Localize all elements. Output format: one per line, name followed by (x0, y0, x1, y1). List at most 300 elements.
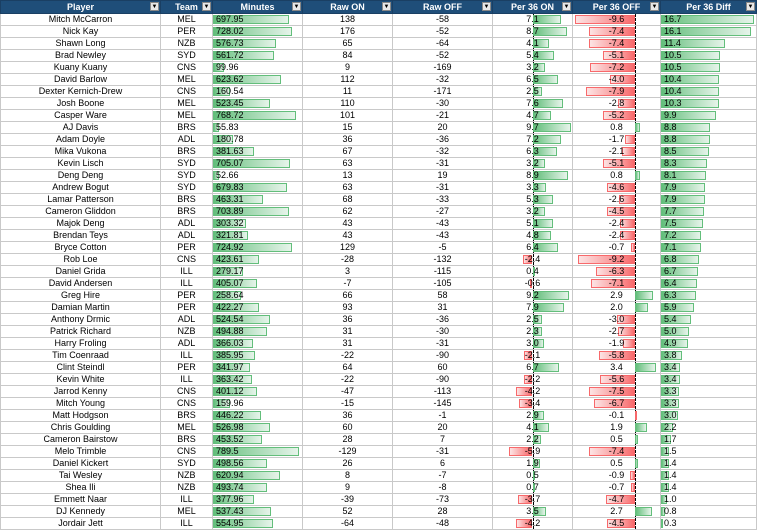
cell-minutes[interactable] (213, 482, 303, 494)
cell-per36-off[interactable] (573, 206, 661, 218)
cell-per36-off[interactable] (573, 422, 661, 434)
cell-per36-on[interactable] (493, 518, 573, 530)
cell-raw-off[interactable] (393, 134, 493, 146)
cell-raw-on[interactable] (303, 410, 393, 422)
cell-per36-diff[interactable] (661, 74, 757, 86)
cell-per36-diff[interactable] (661, 410, 757, 422)
cell-raw-on[interactable] (303, 266, 393, 278)
cell-player[interactable] (1, 182, 161, 194)
cell-raw-on[interactable] (303, 194, 393, 206)
cell-per36-off[interactable] (573, 242, 661, 254)
cell-raw-on[interactable] (303, 434, 393, 446)
cell-team[interactable] (161, 122, 213, 134)
cell-player[interactable] (1, 110, 161, 122)
cell-player[interactable] (1, 62, 161, 74)
cell-per36-diff[interactable] (661, 50, 757, 62)
table-row[interactable] (1, 194, 757, 206)
table-row[interactable] (1, 458, 757, 470)
cell-raw-on[interactable] (303, 62, 393, 74)
cell-team[interactable] (161, 350, 213, 362)
cell-team[interactable] (161, 266, 213, 278)
cell-raw-off[interactable] (393, 302, 493, 314)
cell-per36-on[interactable] (493, 62, 573, 74)
table-row[interactable] (1, 254, 757, 266)
filter-dropdown-icon[interactable]: ▼ (293, 4, 300, 10)
cell-per36-on[interactable] (493, 350, 573, 362)
cell-minutes[interactable] (213, 350, 303, 362)
cell-raw-on[interactable] (303, 398, 393, 410)
cell-per36-off[interactable] (573, 446, 661, 458)
cell-raw-off[interactable] (393, 350, 493, 362)
cell-raw-off[interactable] (393, 158, 493, 170)
cell-team[interactable] (161, 518, 213, 530)
cell-team[interactable] (161, 386, 213, 398)
cell-raw-off[interactable] (393, 170, 493, 182)
cell-team[interactable] (161, 110, 213, 122)
cell-player[interactable] (1, 170, 161, 182)
table-row[interactable] (1, 314, 757, 326)
cell-team[interactable] (161, 206, 213, 218)
cell-per36-on[interactable] (493, 278, 573, 290)
cell-player[interactable] (1, 134, 161, 146)
cell-player[interactable] (1, 482, 161, 494)
cell-per36-diff[interactable] (661, 518, 757, 530)
cell-per36-on[interactable] (493, 38, 573, 50)
cell-per36-diff[interactable] (661, 230, 757, 242)
cell-per36-diff[interactable] (661, 146, 757, 158)
cell-per36-off[interactable] (573, 302, 661, 314)
cell-minutes[interactable] (213, 38, 303, 50)
cell-per36-diff[interactable] (661, 254, 757, 266)
cell-per36-on[interactable] (493, 494, 573, 506)
cell-per36-diff[interactable] (661, 278, 757, 290)
cell-raw-on[interactable] (303, 422, 393, 434)
cell-raw-on[interactable] (303, 338, 393, 350)
cell-team[interactable] (161, 398, 213, 410)
cell-team[interactable] (161, 362, 213, 374)
table-row[interactable] (1, 62, 757, 74)
cell-raw-off[interactable] (393, 410, 493, 422)
filter-dropdown-icon[interactable]: ▼ (563, 4, 570, 10)
table-row[interactable] (1, 266, 757, 278)
cell-per36-diff[interactable] (661, 194, 757, 206)
cell-minutes[interactable] (213, 134, 303, 146)
cell-minutes[interactable] (213, 254, 303, 266)
cell-team[interactable] (161, 194, 213, 206)
table-row[interactable] (1, 182, 757, 194)
cell-team[interactable] (161, 26, 213, 38)
cell-per36-on[interactable] (493, 26, 573, 38)
cell-per36-off[interactable] (573, 518, 661, 530)
cell-raw-on[interactable] (303, 350, 393, 362)
cell-team[interactable] (161, 38, 213, 50)
cell-per36-diff[interactable] (661, 362, 757, 374)
table-row[interactable] (1, 14, 757, 26)
table-row[interactable] (1, 38, 757, 50)
cell-per36-diff[interactable] (661, 110, 757, 122)
cell-player[interactable] (1, 434, 161, 446)
cell-minutes[interactable] (213, 74, 303, 86)
cell-per36-on[interactable] (493, 242, 573, 254)
cell-player[interactable] (1, 230, 161, 242)
cell-raw-off[interactable] (393, 374, 493, 386)
filter-dropdown-icon[interactable]: ▼ (383, 4, 390, 10)
cell-per36-on[interactable] (493, 266, 573, 278)
cell-player[interactable] (1, 374, 161, 386)
cell-raw-on[interactable] (303, 182, 393, 194)
cell-minutes[interactable] (213, 290, 303, 302)
cell-team[interactable] (161, 494, 213, 506)
cell-per36-on[interactable] (493, 326, 573, 338)
cell-team[interactable] (161, 146, 213, 158)
cell-raw-on[interactable] (303, 134, 393, 146)
cell-team[interactable] (161, 290, 213, 302)
cell-raw-off[interactable] (393, 38, 493, 50)
cell-player[interactable] (1, 50, 161, 62)
table-row[interactable] (1, 362, 757, 374)
table-row[interactable] (1, 86, 757, 98)
cell-per36-on[interactable] (493, 290, 573, 302)
cell-raw-on[interactable] (303, 110, 393, 122)
cell-per36-diff[interactable] (661, 350, 757, 362)
table-row[interactable] (1, 206, 757, 218)
cell-per36-on[interactable] (493, 362, 573, 374)
cell-raw-off[interactable] (393, 194, 493, 206)
cell-per36-off[interactable] (573, 230, 661, 242)
cell-team[interactable] (161, 74, 213, 86)
cell-player[interactable] (1, 122, 161, 134)
cell-minutes[interactable] (213, 518, 303, 530)
cell-team[interactable] (161, 170, 213, 182)
cell-per36-off[interactable] (573, 26, 661, 38)
cell-minutes[interactable] (213, 98, 303, 110)
cell-team[interactable] (161, 374, 213, 386)
cell-raw-off[interactable] (393, 326, 493, 338)
cell-per36-on[interactable] (493, 314, 573, 326)
cell-player[interactable] (1, 98, 161, 110)
table-row[interactable] (1, 278, 757, 290)
cell-team[interactable] (161, 458, 213, 470)
cell-per36-off[interactable] (573, 362, 661, 374)
cell-raw-on[interactable] (303, 158, 393, 170)
cell-minutes[interactable] (213, 194, 303, 206)
cell-team[interactable] (161, 410, 213, 422)
cell-per36-diff[interactable] (661, 218, 757, 230)
cell-per36-on[interactable] (493, 122, 573, 134)
cell-per36-off[interactable] (573, 506, 661, 518)
cell-team[interactable] (161, 230, 213, 242)
cell-minutes[interactable] (213, 146, 303, 158)
cell-per36-off[interactable] (573, 386, 661, 398)
cell-raw-on[interactable] (303, 14, 393, 26)
cell-player[interactable] (1, 410, 161, 422)
cell-per36-off[interactable] (573, 74, 661, 86)
filter-dropdown-icon[interactable]: ▼ (203, 4, 210, 10)
cell-raw-off[interactable] (393, 218, 493, 230)
cell-minutes[interactable] (213, 122, 303, 134)
cell-per36-on[interactable] (493, 398, 573, 410)
cell-player[interactable] (1, 350, 161, 362)
cell-per36-on[interactable] (493, 230, 573, 242)
cell-minutes[interactable] (213, 434, 303, 446)
cell-team[interactable] (161, 98, 213, 110)
table-row[interactable] (1, 374, 757, 386)
cell-raw-on[interactable] (303, 146, 393, 158)
cell-per36-on[interactable] (493, 182, 573, 194)
cell-minutes[interactable] (213, 242, 303, 254)
cell-player[interactable] (1, 302, 161, 314)
cell-per36-diff[interactable] (661, 266, 757, 278)
cell-per36-off[interactable] (573, 458, 661, 470)
cell-minutes[interactable] (213, 14, 303, 26)
cell-player[interactable] (1, 338, 161, 350)
cell-team[interactable] (161, 86, 213, 98)
cell-minutes[interactable] (213, 158, 303, 170)
cell-raw-on[interactable] (303, 74, 393, 86)
cell-raw-off[interactable] (393, 110, 493, 122)
cell-per36-diff[interactable] (661, 506, 757, 518)
cell-per36-off[interactable] (573, 182, 661, 194)
cell-per36-off[interactable] (573, 254, 661, 266)
cell-team[interactable] (161, 14, 213, 26)
cell-per36-diff[interactable] (661, 98, 757, 110)
cell-per36-off[interactable] (573, 110, 661, 122)
table-row[interactable] (1, 134, 757, 146)
cell-player[interactable] (1, 470, 161, 482)
cell-per36-diff[interactable] (661, 338, 757, 350)
table-row[interactable] (1, 326, 757, 338)
cell-minutes[interactable] (213, 26, 303, 38)
cell-raw-on[interactable] (303, 206, 393, 218)
cell-per36-diff[interactable] (661, 134, 757, 146)
cell-per36-on[interactable] (493, 422, 573, 434)
cell-per36-on[interactable] (493, 110, 573, 122)
cell-per36-diff[interactable] (661, 470, 757, 482)
cell-per36-on[interactable] (493, 170, 573, 182)
cell-player[interactable] (1, 422, 161, 434)
cell-minutes[interactable] (213, 206, 303, 218)
table-row[interactable] (1, 170, 757, 182)
cell-per36-diff[interactable] (661, 446, 757, 458)
table-row[interactable] (1, 494, 757, 506)
cell-player[interactable] (1, 326, 161, 338)
cell-per36-diff[interactable] (661, 182, 757, 194)
table-row[interactable] (1, 398, 757, 410)
cell-per36-off[interactable] (573, 410, 661, 422)
cell-minutes[interactable] (213, 218, 303, 230)
cell-raw-on[interactable] (303, 314, 393, 326)
cell-raw-on[interactable] (303, 98, 393, 110)
cell-per36-off[interactable] (573, 482, 661, 494)
cell-team[interactable] (161, 506, 213, 518)
table-row[interactable] (1, 158, 757, 170)
cell-player[interactable] (1, 206, 161, 218)
cell-minutes[interactable] (213, 50, 303, 62)
cell-raw-off[interactable] (393, 230, 493, 242)
cell-player[interactable] (1, 494, 161, 506)
cell-team[interactable] (161, 338, 213, 350)
cell-player[interactable] (1, 38, 161, 50)
cell-per36-off[interactable] (573, 194, 661, 206)
cell-raw-on[interactable] (303, 386, 393, 398)
cell-raw-on[interactable] (303, 218, 393, 230)
cell-team[interactable] (161, 242, 213, 254)
cell-per36-off[interactable] (573, 98, 661, 110)
cell-per36-diff[interactable] (661, 374, 757, 386)
cell-team[interactable] (161, 50, 213, 62)
cell-per36-off[interactable] (573, 134, 661, 146)
cell-per36-diff[interactable] (661, 62, 757, 74)
cell-raw-on[interactable] (303, 374, 393, 386)
cell-team[interactable] (161, 182, 213, 194)
table-row[interactable] (1, 230, 757, 242)
cell-team[interactable] (161, 482, 213, 494)
cell-minutes[interactable] (213, 110, 303, 122)
cell-player[interactable] (1, 194, 161, 206)
cell-team[interactable] (161, 434, 213, 446)
cell-per36-off[interactable] (573, 434, 661, 446)
cell-per36-diff[interactable] (661, 242, 757, 254)
cell-per36-off[interactable] (573, 350, 661, 362)
cell-raw-off[interactable] (393, 434, 493, 446)
cell-per36-off[interactable] (573, 314, 661, 326)
cell-per36-off[interactable] (573, 218, 661, 230)
cell-raw-on[interactable] (303, 482, 393, 494)
cell-minutes[interactable] (213, 170, 303, 182)
cell-raw-off[interactable] (393, 482, 493, 494)
cell-per36-diff[interactable] (661, 386, 757, 398)
cell-raw-on[interactable] (303, 290, 393, 302)
cell-team[interactable] (161, 446, 213, 458)
cell-raw-off[interactable] (393, 266, 493, 278)
cell-raw-on[interactable] (303, 362, 393, 374)
cell-raw-off[interactable] (393, 458, 493, 470)
table-row[interactable] (1, 470, 757, 482)
cell-raw-off[interactable] (393, 362, 493, 374)
cell-raw-on[interactable] (303, 122, 393, 134)
cell-per36-off[interactable] (573, 398, 661, 410)
cell-per36-on[interactable] (493, 254, 573, 266)
cell-per36-diff[interactable] (661, 158, 757, 170)
cell-player[interactable] (1, 362, 161, 374)
cell-per36-diff[interactable] (661, 14, 757, 26)
table-row[interactable] (1, 98, 757, 110)
cell-raw-off[interactable] (393, 50, 493, 62)
cell-player[interactable] (1, 314, 161, 326)
cell-raw-on[interactable] (303, 518, 393, 530)
cell-raw-on[interactable] (303, 494, 393, 506)
cell-raw-off[interactable] (393, 518, 493, 530)
table-row[interactable] (1, 338, 757, 350)
cell-minutes[interactable] (213, 398, 303, 410)
cell-raw-on[interactable] (303, 26, 393, 38)
cell-per36-off[interactable] (573, 14, 661, 26)
cell-per36-off[interactable] (573, 62, 661, 74)
cell-raw-off[interactable] (393, 122, 493, 134)
cell-team[interactable] (161, 302, 213, 314)
cell-raw-on[interactable] (303, 326, 393, 338)
cell-per36-off[interactable] (573, 158, 661, 170)
cell-per36-diff[interactable] (661, 122, 757, 134)
cell-per36-diff[interactable] (661, 38, 757, 50)
cell-per36-off[interactable] (573, 146, 661, 158)
cell-raw-off[interactable] (393, 254, 493, 266)
cell-raw-on[interactable] (303, 506, 393, 518)
cell-minutes[interactable] (213, 410, 303, 422)
cell-minutes[interactable] (213, 278, 303, 290)
cell-per36-on[interactable] (493, 446, 573, 458)
cell-per36-diff[interactable] (661, 206, 757, 218)
cell-player[interactable] (1, 458, 161, 470)
cell-raw-on[interactable] (303, 38, 393, 50)
cell-per36-diff[interactable] (661, 398, 757, 410)
table-row[interactable] (1, 302, 757, 314)
cell-player[interactable] (1, 518, 161, 530)
cell-raw-off[interactable] (393, 14, 493, 26)
cell-raw-off[interactable] (393, 86, 493, 98)
cell-per36-on[interactable] (493, 206, 573, 218)
cell-minutes[interactable] (213, 62, 303, 74)
cell-per36-on[interactable] (493, 458, 573, 470)
cell-player[interactable] (1, 146, 161, 158)
cell-per36-off[interactable] (573, 122, 661, 134)
cell-raw-on[interactable] (303, 254, 393, 266)
cell-player[interactable] (1, 26, 161, 38)
cell-minutes[interactable] (213, 470, 303, 482)
table-row[interactable] (1, 410, 757, 422)
table-row[interactable] (1, 518, 757, 530)
table-row[interactable] (1, 386, 757, 398)
cell-per36-diff[interactable] (661, 458, 757, 470)
cell-raw-off[interactable] (393, 494, 493, 506)
cell-per36-off[interactable] (573, 326, 661, 338)
cell-player[interactable] (1, 254, 161, 266)
cell-player[interactable] (1, 14, 161, 26)
cell-per36-off[interactable] (573, 338, 661, 350)
cell-minutes[interactable] (213, 230, 303, 242)
cell-team[interactable] (161, 254, 213, 266)
table-row[interactable] (1, 434, 757, 446)
cell-raw-off[interactable] (393, 278, 493, 290)
table-row[interactable] (1, 26, 757, 38)
cell-player[interactable] (1, 446, 161, 458)
table-row[interactable] (1, 422, 757, 434)
cell-per36-diff[interactable] (661, 290, 757, 302)
cell-raw-on[interactable] (303, 470, 393, 482)
cell-raw-off[interactable] (393, 470, 493, 482)
cell-per36-on[interactable] (493, 434, 573, 446)
cell-per36-diff[interactable] (661, 170, 757, 182)
cell-minutes[interactable] (213, 386, 303, 398)
cell-per36-off[interactable] (573, 494, 661, 506)
cell-per36-diff[interactable] (661, 314, 757, 326)
cell-per36-off[interactable] (573, 290, 661, 302)
cell-per36-on[interactable] (493, 194, 573, 206)
cell-raw-off[interactable] (393, 146, 493, 158)
cell-team[interactable] (161, 218, 213, 230)
cell-raw-off[interactable] (393, 98, 493, 110)
table-row[interactable] (1, 506, 757, 518)
cell-team[interactable] (161, 62, 213, 74)
table-row[interactable] (1, 74, 757, 86)
cell-minutes[interactable] (213, 422, 303, 434)
cell-per36-off[interactable] (573, 170, 661, 182)
cell-raw-on[interactable] (303, 242, 393, 254)
cell-raw-on[interactable] (303, 458, 393, 470)
cell-minutes[interactable] (213, 326, 303, 338)
cell-player[interactable] (1, 86, 161, 98)
cell-player[interactable] (1, 278, 161, 290)
